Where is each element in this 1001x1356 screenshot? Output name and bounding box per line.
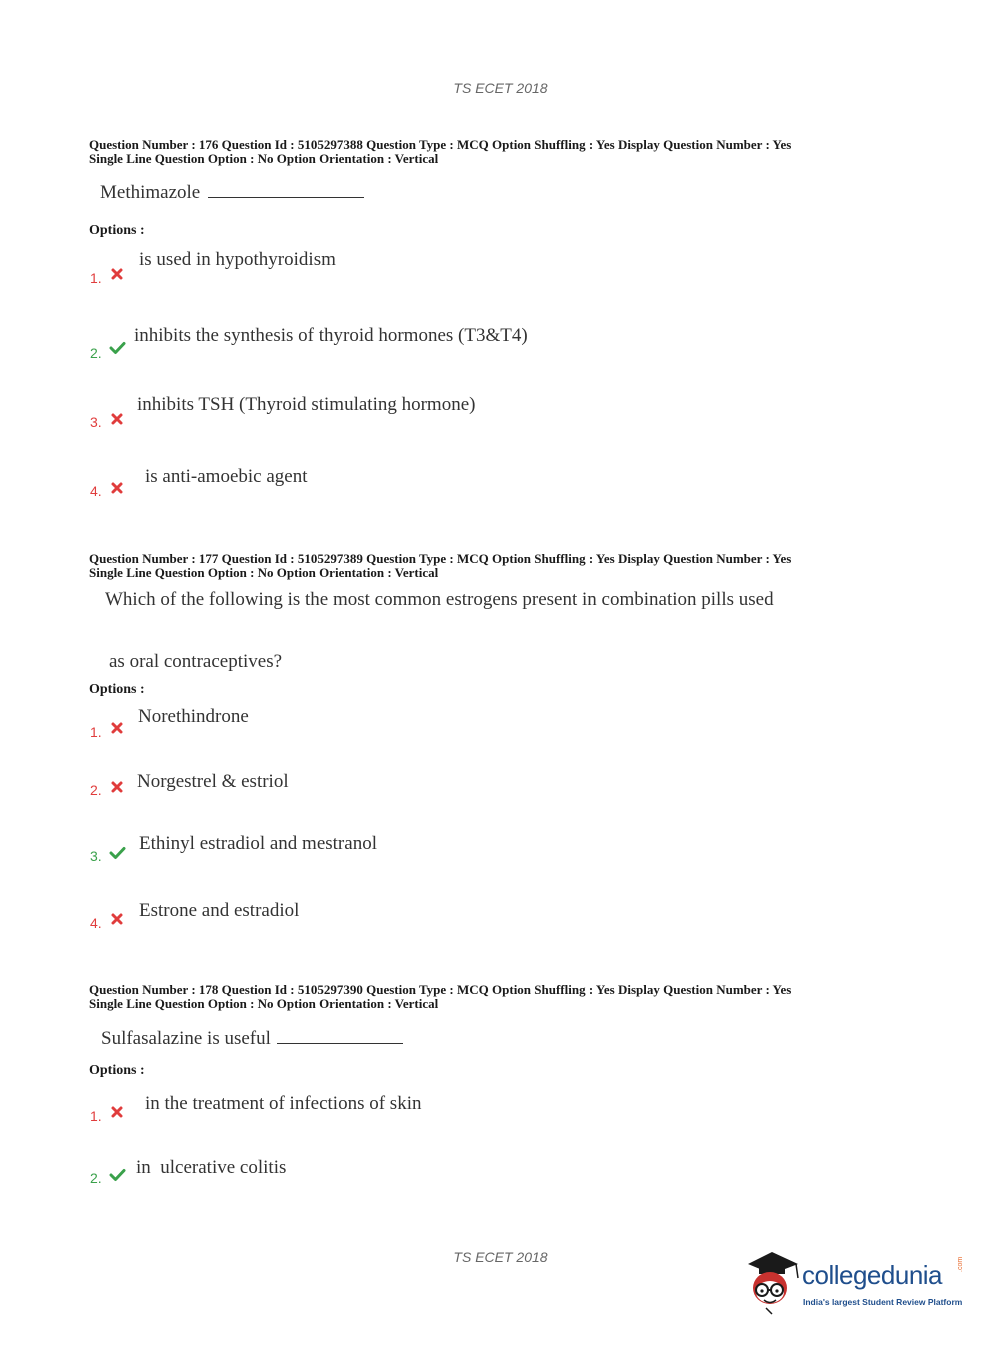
cross-icon — [110, 721, 124, 735]
cross-icon — [110, 780, 124, 794]
options-label: Options : — [89, 1063, 145, 1078]
options-label: Options : — [89, 682, 145, 697]
logo-wordmark: collegedunia — [802, 1260, 943, 1290]
check-icon — [109, 846, 126, 860]
logo-tagline: India's largest Student Review Platform — [803, 1297, 963, 1307]
option-text: Ethinyl estradiol and mestranol — [139, 833, 377, 854]
question-meta: Question Number : 177 Question Id : 5105297389 Question Type : MCQ Option Shuffling : Yes Display Question Number : Yes — [89, 551, 792, 566]
option-number: 4. — [90, 915, 102, 931]
option-number: 3. — [90, 848, 102, 864]
option-text: Estrone and estradiol — [139, 900, 300, 921]
collegedunia-logo[interactable] — [742, 1250, 972, 1320]
option-text: is used in hypothyroidism — [139, 249, 336, 270]
check-icon — [109, 341, 126, 355]
option-number: 1. — [90, 1108, 102, 1124]
option-number: 3. — [90, 414, 102, 430]
option-number: 4. — [90, 483, 102, 499]
question-meta-2: Single Line Question Option : No Option Orientation : Vertical — [89, 996, 439, 1011]
option-text: is anti-amoebic agent — [145, 466, 308, 487]
cross-icon — [110, 267, 124, 281]
option-text: Norgestrel & estriol — [137, 771, 289, 792]
logo-suffix: .com — [957, 1256, 964, 1272]
option-number: 2. — [90, 345, 102, 361]
cross-icon — [110, 481, 124, 495]
question-text: Methimazole — [100, 179, 364, 204]
options-label: Options : — [89, 223, 145, 238]
question-meta: Question Number : 178 Question Id : 5105297390 Question Type : MCQ Option Shuffling : Yes Display Question Number : Yes — [89, 982, 792, 997]
option-text: Norethindrone — [138, 706, 249, 727]
mascot-icon — [742, 1250, 802, 1316]
check-icon — [109, 1168, 126, 1182]
option-number: 2. — [90, 1170, 102, 1186]
question-meta-2: Single Line Question Option : No Option Orientation : Vertical — [89, 151, 439, 166]
question-text-line-2: as oral contraceptives? — [109, 651, 283, 672]
option-number: 1. — [90, 724, 102, 740]
option-number: 1. — [90, 270, 102, 286]
cross-icon — [110, 1105, 124, 1119]
option-text: in the treatment of infections of skin — [145, 1093, 422, 1114]
cross-icon — [110, 912, 124, 926]
page-footer: TS ECET 2018 — [453, 1249, 548, 1265]
question-meta: Question Number : 176 Question Id : 5105297388 Question Type : MCQ Option Shuffling : Yes Display Question Number : Yes — [89, 137, 792, 152]
question-text: Sulfasalazine is useful — [101, 1025, 403, 1050]
question-meta-2: Single Line Question Option : No Option Orientation : Vertical — [89, 565, 439, 580]
option-text: inhibits the synthesis of thyroid hormones (T3&T4) — [134, 325, 528, 346]
answer-blank — [208, 179, 364, 198]
cross-icon — [110, 412, 124, 426]
option-text: inhibits TSH (Thyroid stimulating hormone) — [137, 394, 476, 415]
question-text: Which of the following is the most common estrogens present in combination pills used — [105, 589, 774, 610]
option-text: in ulcerative colitis — [136, 1157, 287, 1178]
option-number: 2. — [90, 782, 102, 798]
page-header: TS ECET 2018 — [453, 80, 548, 96]
answer-blank — [277, 1025, 403, 1044]
